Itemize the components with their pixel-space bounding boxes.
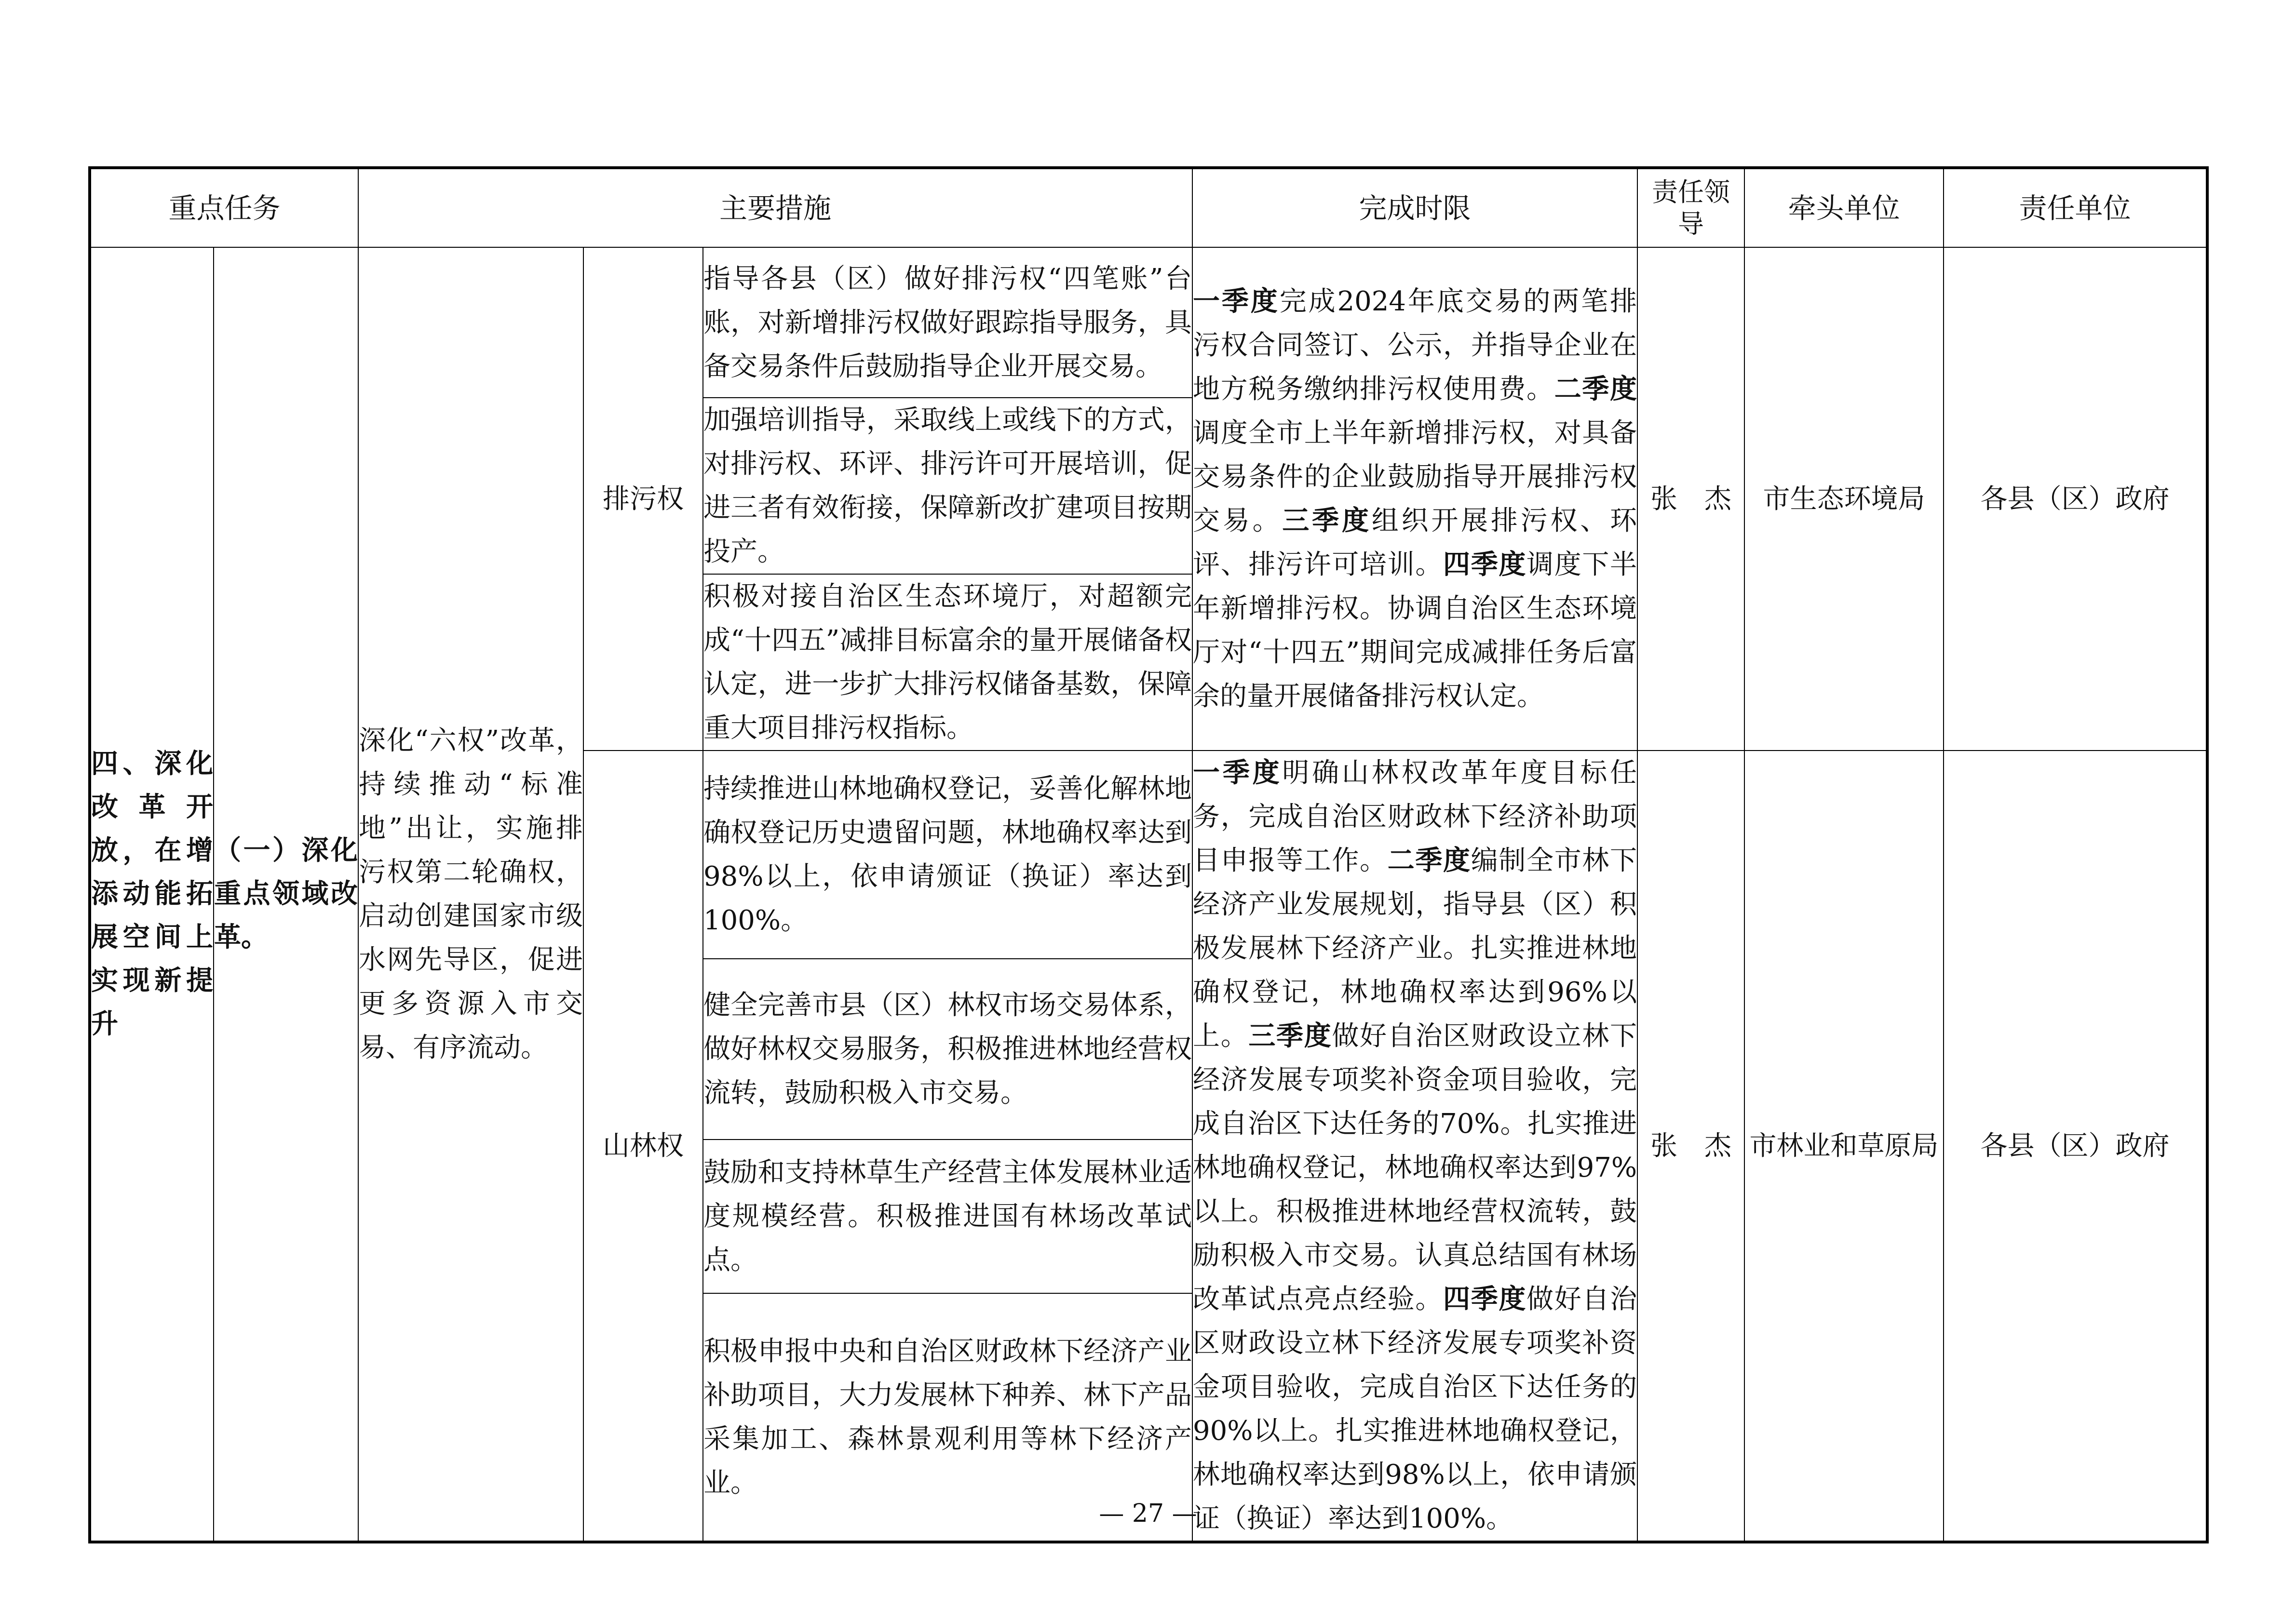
task-level1: 四、深化改革开放，在增添动能拓展空间上实现新提升	[90, 247, 214, 1542]
quarter-text: 完成2024年底交易的两笔排污权合同签订、公示，并指导企业在地方税务缴纳排污权使用费。	[1193, 286, 1637, 405]
measure-cell: 鼓励和支持林草生产经营主体发展林业适度规模经营。积极推进国有林场改革试点。	[703, 1140, 1192, 1293]
task-level2: （一）深化重点领域改革。	[214, 247, 358, 1542]
quarter-label: 三季度	[1282, 505, 1372, 537]
header-resp-unit: 责任单位	[1944, 168, 2207, 247]
measure-cell: 健全完善市县（区）林权市场交易体系，做好林权交易服务，积极推进林地经营权流转，鼓励积极入市交易。	[703, 959, 1192, 1140]
quarter-label: 二季度	[1387, 845, 1471, 876]
resp-unit-cell: 各县（区）政府	[1944, 751, 2207, 1542]
task-summary: 深化“六权”改革，持续推动“标准地”出让，实施排污权第二轮确权，启动创建国家市级水网先导区，促进更多资源入市交易、有序流动。	[358, 247, 583, 1542]
header-deadline: 完成时限	[1192, 168, 1637, 247]
quarter-text: 做好自治区财政设立林下经济发展专项奖补资金项目验收，完成自治区下达任务的70%。扎实推进林地确权登记，林地确权率达到97%以上。积极推进林地经营权流转，鼓励积极入市交易。认真总结国有林场改革试点亮点经验。	[1193, 1020, 1637, 1315]
lead-unit-cell: 市林业和草原局	[1744, 751, 1944, 1542]
quarter-label: 三季度	[1248, 1020, 1332, 1052]
quarter-label: 四季度	[1443, 1284, 1527, 1315]
quarter-label: 二季度	[1554, 374, 1637, 405]
quarter-text: 调度全市上半年新增排污权，对具备交易条件的企业鼓励指导开展排污权交易。	[1193, 417, 1637, 537]
group-name: 排污权	[583, 247, 703, 751]
measure-cell: 持续推进山林地确权登记，妥善化解林地确权登记历史遗留问题，林地确权率达到98%以上，依申请颁证（换证）率达到100%。	[703, 751, 1192, 959]
measure-cell: 积极申报中央和自治区财政林下经济产业补助项目，大力发展林下种养、林下产品采集加工、森林景观利用等林下经济产业。	[703, 1293, 1192, 1542]
quarter-text: 调度下半年新增排污权。协调自治区生态环境厅对“十四五”期间完成减排任务后富余的量开展储备排污权认定。	[1193, 549, 1637, 712]
measure-cell: 指导各县（区）做好排污权“四笔账”台账，对新增排污权做好跟踪指导服务，具备交易条件后鼓励指导企业开展交易。	[703, 247, 1192, 398]
table-row	[90, 247, 2207, 398]
lead-unit-cell: 市生态环境局	[1744, 247, 1944, 751]
task-table	[88, 166, 2209, 1543]
quarter-text: 编制全市林下经济产业发展规划，指导县（区）积极发展林下经济产业。扎实推进林地确权登记，林地确权率达到96%以上。	[1193, 845, 1637, 1052]
quarter-label: 一季度	[1193, 757, 1283, 789]
deadline-cell	[1192, 247, 1637, 751]
quarter-text: 组织开展排污权、环评、排污许可培训。	[1193, 505, 1637, 580]
leader-cell: 张 杰	[1637, 247, 1744, 751]
quarter-label: 一季度	[1193, 286, 1280, 317]
page-number: — 27 —	[1099, 1499, 1197, 1528]
header-leader: 责任领导	[1637, 168, 1744, 247]
quarter-text: 做好自治区财政设立林下经济发展专项奖补资金项目验收，完成自治区下达任务的90%以上。扎实推进林地确权登记，林地确权率达到98%以上，依申请颁证（换证）率达到100%。	[1193, 1284, 1637, 1534]
header-lead-unit: 牵头单位	[1744, 168, 1944, 247]
deadline-cell	[1192, 751, 1637, 1542]
quarter-label: 四季度	[1443, 549, 1527, 580]
quarter-text: 明确山林权改革年度目标任务，完成自治区财政林下经济补助项目申报等工作。	[1193, 757, 1637, 876]
measure-cell: 积极对接自治区生态环境厅，对超额完成“十四五”减排目标富余的量开展储备权认定，进一步扩大排污权储备基数，保障重大项目排污权指标。	[703, 574, 1192, 751]
header-row	[90, 168, 2207, 247]
header-measures: 主要措施	[358, 168, 1192, 247]
measure-cell: 加强培训指导，采取线上或线下的方式，对排污权、环评、排污许可开展培训，促进三者有效衔接，保障新改扩建项目按期投产。	[703, 398, 1192, 574]
resp-unit-cell: 各县（区）政府	[1944, 247, 2207, 751]
group-name: 山林权	[583, 751, 703, 1542]
leader-cell: 张 杰	[1637, 751, 1744, 1542]
header-task: 重点任务	[90, 168, 358, 247]
